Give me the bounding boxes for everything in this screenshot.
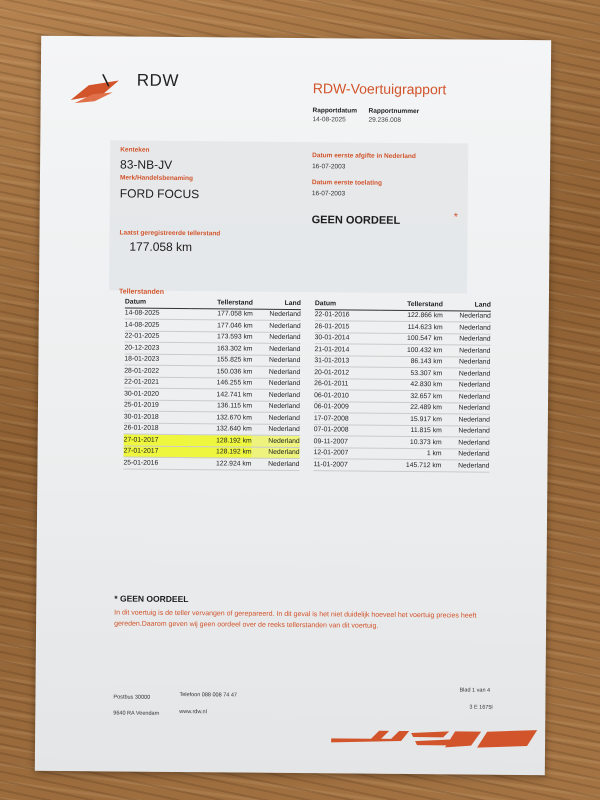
cell-tellerstand: 142.741 km bbox=[190, 389, 252, 401]
cell-datum: 26-01-2015 bbox=[315, 321, 381, 333]
cell-tellerstand: 42.830 km bbox=[380, 379, 442, 391]
footer-website: www.rdw.nl bbox=[179, 709, 207, 716]
rapportnummer-label: Rapportnummer bbox=[368, 107, 420, 116]
cell-tellerstand: 86.143 km bbox=[380, 356, 442, 368]
footnote-title: * GEEN OORDEEL bbox=[114, 593, 189, 605]
cell-land: Nederland bbox=[443, 322, 491, 334]
cell-datum: 22-01-2016 bbox=[315, 309, 381, 321]
cell-land: Nederland bbox=[252, 343, 300, 355]
cell-datum: 06-01-2009 bbox=[314, 401, 380, 413]
cell-datum: 11-01-2007 bbox=[313, 459, 379, 471]
cell-land: Nederland bbox=[253, 320, 301, 332]
cell-datum: 07-01-2008 bbox=[314, 424, 380, 436]
header-datum: Datum bbox=[315, 298, 381, 310]
footer-adres: 9640 RA Veendam bbox=[113, 710, 160, 717]
rdw-stripes-icon bbox=[331, 726, 541, 754]
cell-land: Nederland bbox=[442, 425, 490, 437]
cell-datum: 14-08-2025 bbox=[125, 319, 191, 331]
cell-land: Nederland bbox=[442, 379, 490, 391]
tellerstanden-table-right bbox=[313, 298, 490, 472]
eerste-afgifte-value: 16-07-2003 bbox=[312, 163, 346, 171]
cell-datum: 14-08-2025 bbox=[125, 308, 191, 320]
cell-datum: 25-01-2019 bbox=[124, 400, 190, 412]
rdw-logo-icon bbox=[69, 70, 131, 109]
cell-tellerstand: 10.373 km bbox=[380, 436, 442, 448]
cell-land: Nederland bbox=[252, 401, 300, 413]
cell-land: Nederland bbox=[442, 368, 490, 380]
footer-code: 3 E 1675l bbox=[469, 704, 493, 711]
cell-tellerstand: 128.192 km bbox=[190, 435, 252, 447]
cell-datum: 20-12-2023 bbox=[124, 342, 190, 354]
cell-tellerstand: 128.192 km bbox=[190, 446, 252, 458]
cell-tellerstand: 32.657 km bbox=[380, 390, 442, 402]
cell-datum: 28-01-2022 bbox=[124, 365, 190, 377]
cell-tellerstand: 53.307 km bbox=[380, 367, 442, 379]
laatst-label: Laatst geregistreerde tellerstand bbox=[119, 229, 221, 238]
verdict-star: * bbox=[453, 211, 458, 224]
cell-tellerstand: 136.115 km bbox=[190, 400, 252, 412]
eerste-toelating-label: Datum eerste toelating bbox=[311, 179, 383, 187]
cell-land: Nederland bbox=[252, 366, 300, 378]
cell-datum: 18-01-2023 bbox=[124, 354, 190, 366]
cell-datum: 21-01-2014 bbox=[314, 344, 380, 356]
rapportnummer-value: 29.236.008 bbox=[368, 116, 402, 124]
header-tellerstand: Tellerstand bbox=[381, 299, 443, 311]
cell-datum: 22-01-2021 bbox=[124, 377, 190, 389]
cell-datum: 25-01-2016 bbox=[123, 457, 189, 469]
report-title: RDW-Voertuigrapport bbox=[312, 80, 447, 98]
cell-land: Nederland bbox=[442, 437, 490, 449]
cell-tellerstand: 1 km bbox=[380, 448, 442, 460]
cell-land: Nederland bbox=[252, 355, 300, 367]
cell-land: Nederland bbox=[442, 414, 490, 426]
cell-datum: 31-01-2013 bbox=[314, 355, 380, 367]
cell-land: Nederland bbox=[253, 332, 301, 344]
rapportdatum-value: 14-08-2025 bbox=[312, 116, 346, 124]
cell-tellerstand: 100.432 km bbox=[380, 344, 442, 356]
cell-tellerstand: 100.547 km bbox=[381, 333, 443, 345]
cell-land: Nederland bbox=[252, 435, 300, 447]
cell-tellerstand: 132.670 km bbox=[190, 412, 252, 424]
cell-datum: 06-01-2010 bbox=[314, 390, 380, 402]
cell-land: Nederland bbox=[251, 458, 299, 470]
cell-datum: 30-01-2014 bbox=[315, 332, 381, 344]
cell-land: Nederland bbox=[252, 424, 300, 436]
cell-land: Nederland bbox=[442, 356, 490, 368]
footer-pagina: Blad 1 van 4 bbox=[459, 687, 491, 694]
cell-datum: 09-11-2007 bbox=[314, 436, 380, 448]
cell-tellerstand: 15.917 km bbox=[380, 413, 442, 425]
header-datum: Datum bbox=[125, 297, 191, 309]
logo-text: RDW bbox=[136, 70, 180, 90]
cell-land: Nederland bbox=[441, 460, 489, 472]
cell-tellerstand: 122.924 km bbox=[189, 458, 251, 470]
cell-tellerstand: 22.489 km bbox=[380, 402, 442, 414]
merk-label: Merk/Handelsbenaming bbox=[119, 174, 193, 183]
cell-datum: 20-01-2012 bbox=[314, 367, 380, 379]
cell-tellerstand: 177.046 km bbox=[191, 320, 253, 332]
report-page bbox=[35, 36, 551, 775]
merk-value: FORD FOCUS bbox=[119, 186, 200, 202]
kenteken-value: 83-NB-JV bbox=[120, 157, 173, 172]
cell-land: Nederland bbox=[252, 412, 300, 424]
cell-land: Nederland bbox=[442, 391, 490, 403]
cell-datum: 30-01-2018 bbox=[124, 411, 190, 423]
cell-tellerstand: 132.640 km bbox=[190, 423, 252, 435]
cell-tellerstand: 177.058 km bbox=[191, 308, 253, 320]
cell-land: Nederland bbox=[252, 378, 300, 390]
cell-tellerstand: 122.866 km bbox=[381, 310, 443, 322]
header-land: Land bbox=[253, 298, 301, 309]
cell-datum: 17-07-2008 bbox=[314, 413, 380, 425]
rapportdatum-label: Rapportdatum bbox=[312, 107, 358, 115]
table-row bbox=[123, 457, 299, 470]
cell-datum: 30-01-2020 bbox=[124, 388, 190, 400]
cell-tellerstand: 155.825 km bbox=[190, 354, 252, 366]
cell-land: Nederland bbox=[252, 389, 300, 401]
eerste-afgifte-label: Datum eerste afgifte in Nederland bbox=[312, 152, 416, 161]
cell-land: Nederland bbox=[252, 447, 300, 459]
cell-tellerstand: 114.623 km bbox=[381, 321, 443, 333]
footer-postbus: Postbus 30000 bbox=[113, 694, 151, 701]
cell-land: Nederland bbox=[443, 333, 491, 345]
tellerstanden-title: Tellerstanden bbox=[118, 288, 165, 296]
tellerstanden-table-left bbox=[123, 297, 300, 471]
cell-land: Nederland bbox=[442, 448, 490, 460]
cell-tellerstand: 146.255 km bbox=[190, 377, 252, 389]
cell-datum: 12-01-2007 bbox=[314, 447, 380, 459]
cell-tellerstand: 150.036 km bbox=[190, 366, 252, 378]
cell-datum: 27-01-2017 bbox=[124, 446, 190, 458]
header-land: Land bbox=[443, 299, 491, 310]
verdict-text: GEEN OORDEEL bbox=[311, 214, 401, 227]
header-tellerstand: Tellerstand bbox=[191, 297, 253, 309]
cell-land: Nederland bbox=[442, 345, 490, 357]
cell-land: Nederland bbox=[442, 402, 490, 414]
eerste-toelating-value: 16-07-2003 bbox=[311, 190, 346, 198]
laatst-value: 177.058 km bbox=[129, 239, 193, 255]
cell-land: Nederland bbox=[253, 309, 301, 321]
cell-datum: 27-01-2017 bbox=[124, 434, 190, 446]
cell-tellerstand: 145.712 km bbox=[379, 459, 441, 471]
cell-tellerstand: 11.815 km bbox=[380, 425, 442, 437]
cell-tellerstand: 163.302 km bbox=[190, 343, 252, 355]
table-row bbox=[313, 459, 489, 472]
cell-tellerstand: 173.593 km bbox=[191, 331, 253, 343]
footnote-text: In dit voertuig is de teller vervangen of gerepareerd. In dit geval is het niet duidelijk hoeveel het voertuig precies heeft gereden.Daarom geven wij geen oordeel over de reeks tellerstanden van dit voertuig. bbox=[114, 609, 477, 630]
kenteken-label: Kenteken bbox=[120, 146, 150, 154]
cell-datum: 22-01-2025 bbox=[125, 331, 191, 343]
footer-telefoon: Telefoon 088 008 74 47 bbox=[179, 692, 237, 699]
cell-datum: 26-01-2011 bbox=[314, 378, 380, 390]
cell-land: Nederland bbox=[443, 310, 491, 322]
cell-datum: 26-01-2018 bbox=[124, 423, 190, 435]
